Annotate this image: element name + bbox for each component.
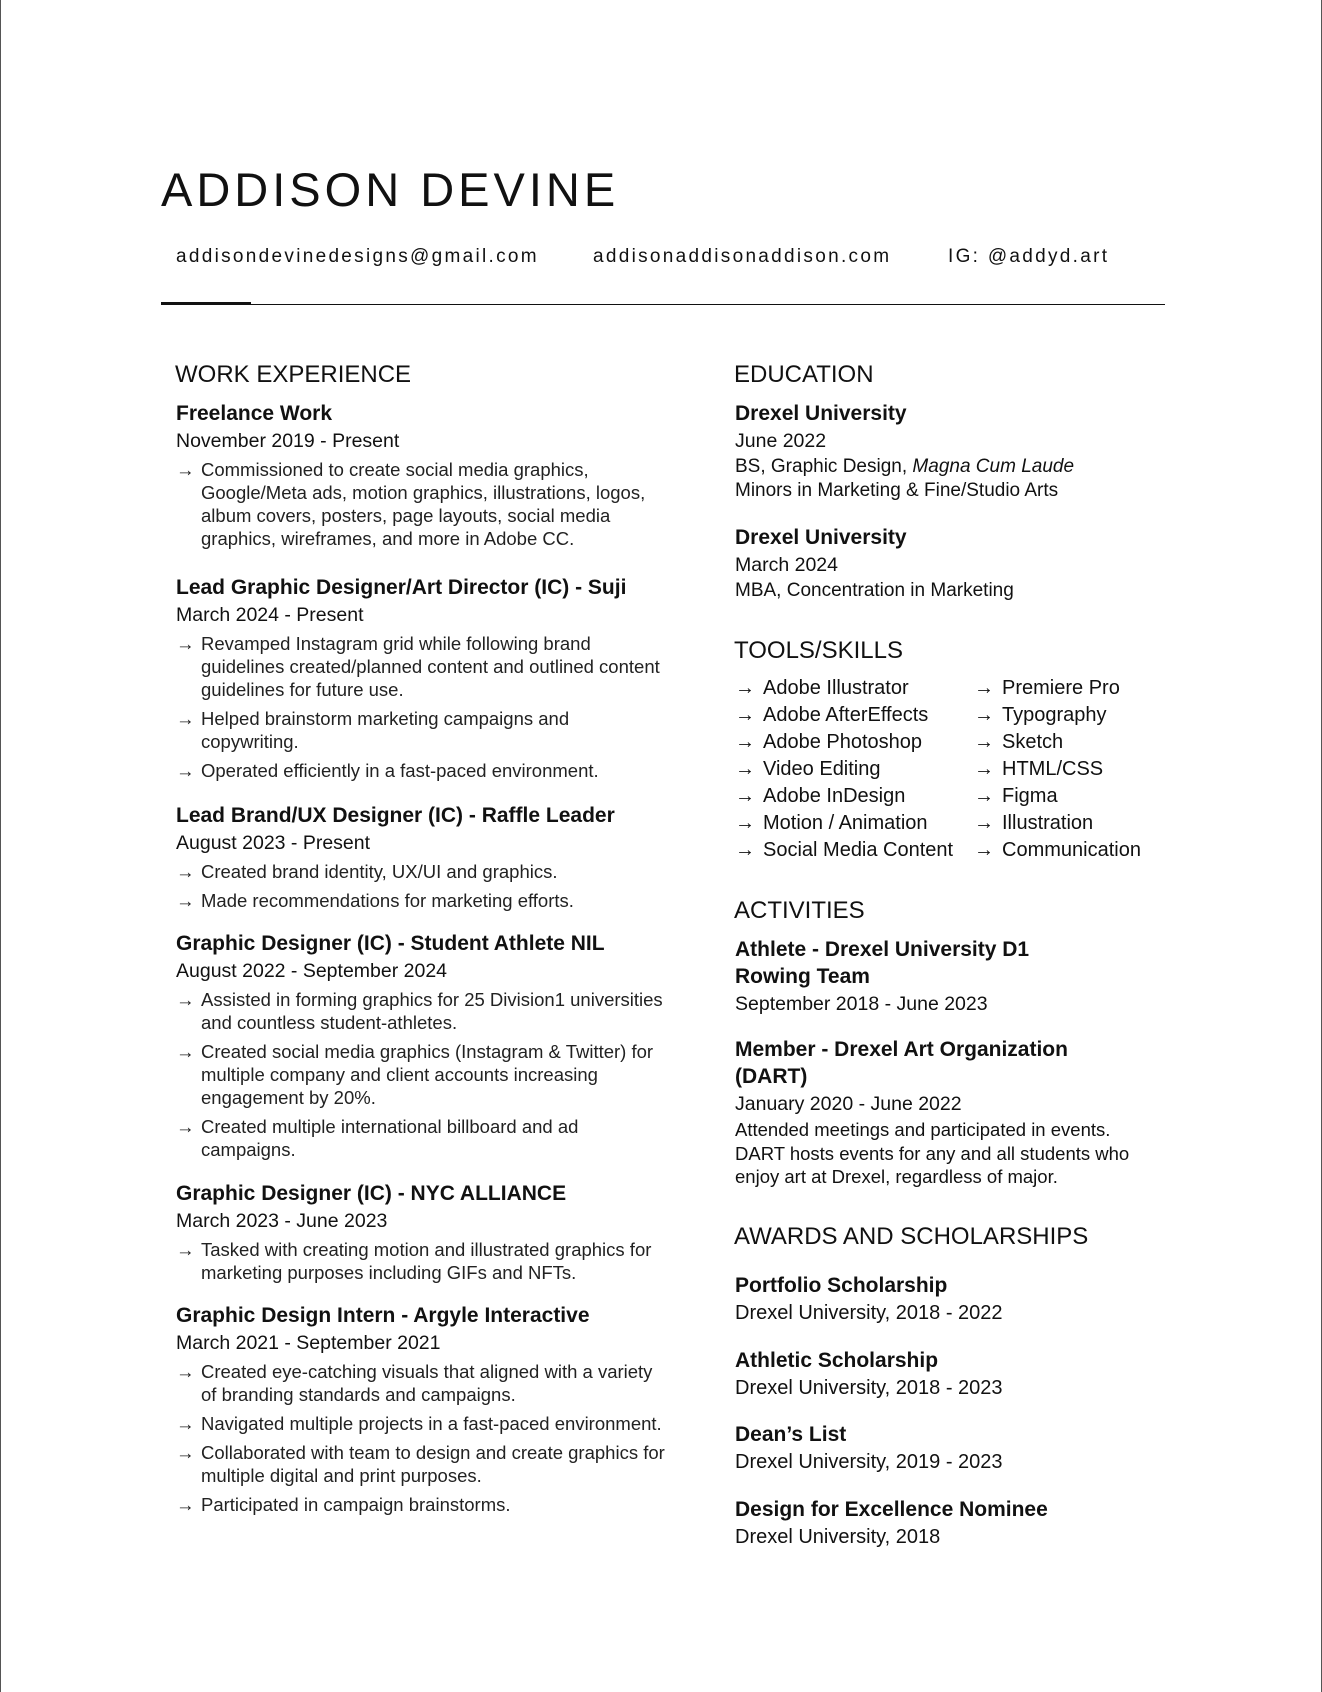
activity-title: Athlete - Drexel University D1 <box>735 938 1030 961</box>
arrow-icon: → <box>735 704 755 726</box>
bullet-item <box>176 458 696 550</box>
skill-item <box>974 675 1141 702</box>
bullet-item <box>176 1360 696 1406</box>
award-title: Portfolio Scholarship <box>735 1274 948 1297</box>
bullet-text: Created social media graphics (Instagram & Twitter) for multiple company and client accounts increasing engagement by 20%. <box>201 1041 654 1108</box>
honors: Magna Cum Laude <box>912 456 1075 477</box>
bullet-item <box>176 1040 696 1109</box>
bullet-text: Created multiple international billboard and ad campaigns. <box>201 1116 579 1160</box>
tools-column-1 <box>735 675 953 864</box>
award-entry <box>735 1347 1255 1402</box>
arrow-icon: → <box>735 677 755 699</box>
graduation-date: March 2024 <box>735 554 838 576</box>
arrow-icon: → <box>176 1239 195 1260</box>
job-entry <box>176 1302 696 1522</box>
award-details: Drexel University, 2018 - 2023 <box>735 1377 1003 1399</box>
activity-title: Rowing Team <box>735 965 870 988</box>
job-bullets <box>176 860 696 912</box>
job-entry <box>176 574 696 788</box>
skill-label: Typography <box>1002 704 1107 726</box>
arrow-icon: → <box>974 677 994 699</box>
skill-item <box>735 783 953 810</box>
job-bullets <box>176 458 696 550</box>
arrow-icon: → <box>176 760 195 781</box>
skill-item <box>735 837 953 864</box>
skill-label: Premiere Pro <box>1002 677 1120 699</box>
instagram-handle[interactable]: IG: @addyd.art <box>948 246 1110 267</box>
skill-label: Sketch <box>1002 731 1064 753</box>
arrow-icon: → <box>735 785 755 807</box>
bullet-item <box>176 632 696 701</box>
skill-label: Video Editing <box>763 758 881 780</box>
arrow-icon: → <box>974 731 994 753</box>
bullet-item <box>176 1412 696 1435</box>
degree: MBA, Concentration in Marketing <box>735 580 1014 601</box>
arrow-icon: → <box>974 785 994 807</box>
job-title: Lead Brand/UX Designer (IC) - Raffle Leader <box>176 804 615 827</box>
skill-item <box>974 837 1141 864</box>
arrow-icon: → <box>176 459 195 480</box>
education-entry <box>735 524 1255 603</box>
arrow-icon: → <box>176 633 195 654</box>
job-dates: August 2022 - September 2024 <box>176 960 448 982</box>
education-heading: EDUCATION <box>734 361 874 388</box>
skill-item <box>735 702 953 729</box>
activity-date: January 2020 - June 2022 <box>735 1093 962 1115</box>
arrow-icon: → <box>735 812 755 834</box>
award-title: Dean’s List <box>735 1423 847 1446</box>
job-title: Graphic Designer (IC) - Student Athlete NIL <box>176 932 605 955</box>
activity-date: September 2018 - June 2023 <box>735 993 988 1015</box>
activity-title: Member - Drexel Art Organization <box>735 1038 1068 1061</box>
skill-item <box>974 729 1141 756</box>
bullet-text: Collaborated with team to design and create graphics for multiple digital and print purposes. <box>201 1442 665 1486</box>
bullet-text: Operated efficiently in a fast-paced environment. <box>201 760 599 781</box>
arrow-icon: → <box>176 890 195 911</box>
divider-accent <box>161 302 251 305</box>
skill-item <box>974 756 1141 783</box>
tools-column-2 <box>974 675 1141 864</box>
arrow-icon: → <box>176 1041 195 1062</box>
bullet-text: Participated in campaign brainstorms. <box>201 1494 511 1515</box>
job-title: Graphic Designer (IC) - NYC ALLIANCE <box>176 1182 567 1205</box>
activity-description: enjoy art at Drexel, regardless of major. <box>735 1166 1058 1187</box>
arrow-icon: → <box>176 1116 195 1137</box>
activity-entry <box>735 1036 1255 1189</box>
job-entry <box>176 1180 696 1290</box>
bullet-item <box>176 1238 696 1284</box>
bullet-item <box>176 1441 696 1487</box>
bullet-item <box>176 889 696 912</box>
skill-item <box>735 675 953 702</box>
divider <box>161 304 1165 305</box>
bullet-text: Created eye-catching visuals that aligned with a variety of branding standards and campaigns. <box>201 1361 653 1405</box>
bullet-text: Navigated multiple projects in a fast-paced environment. <box>201 1413 662 1434</box>
skill-label: Adobe Photoshop <box>763 731 923 753</box>
bullet-item <box>176 988 696 1034</box>
school-name: Drexel University <box>735 526 907 549</box>
tools-skills-heading: TOOLS/SKILLS <box>734 637 903 664</box>
arrow-icon: → <box>176 708 195 729</box>
activity-description: DART hosts events for any and all students who <box>735 1142 1130 1164</box>
minors: Minors in Marketing & Fine/Studio Arts <box>735 479 1059 501</box>
graduation-date: June 2022 <box>735 430 827 452</box>
award-entry <box>735 1272 1255 1327</box>
job-dates: March 2021 - September 2021 <box>176 1332 441 1354</box>
bullet-text: Assisted in forming graphics for 25 Division1 universities and countless student-athletes. <box>201 989 663 1033</box>
bullet-item <box>176 1115 696 1161</box>
bullet-text: Created brand identity, UX/UI and graphics. <box>201 861 558 882</box>
skill-item <box>735 729 953 756</box>
job-bullets <box>176 1360 696 1516</box>
arrow-icon: → <box>974 758 994 780</box>
arrow-icon: → <box>176 1413 195 1434</box>
skill-item <box>974 810 1141 837</box>
job-dates: March 2024 - Present <box>176 604 364 626</box>
skill-label: Adobe Illustrator <box>763 677 909 699</box>
school-name: Drexel University <box>735 402 907 425</box>
skill-label: Social Media Content <box>763 839 954 861</box>
candidate-name: ADDISON DEVINE <box>161 163 620 216</box>
bullet-text: Revamped Instagram grid while following brand guidelines created/planned content and outlined content guidelines for future use. <box>201 633 660 700</box>
job-dates: August 2023 - Present <box>176 832 371 854</box>
award-details: Drexel University, 2019 - 2023 <box>735 1451 1003 1473</box>
arrow-icon: → <box>974 839 994 861</box>
activity-title: (DART) <box>735 1065 808 1088</box>
skill-label: Figma <box>1002 785 1058 807</box>
bullet-text: Helped brainstorm marketing campaigns and copywriting. <box>201 708 570 752</box>
job-bullets <box>176 1238 696 1284</box>
bullet-item <box>176 707 696 753</box>
arrow-icon: → <box>176 1442 195 1463</box>
work-experience-heading: WORK EXPERIENCE <box>175 361 412 388</box>
arrow-icon: → <box>176 861 195 882</box>
job-title: Graphic Design Intern - Argyle Interactive <box>176 1304 590 1327</box>
activity-entry <box>735 936 1255 1018</box>
award-details: Drexel University, 2018 - 2022 <box>735 1302 1003 1324</box>
job-bullets <box>176 988 696 1161</box>
skill-item <box>735 810 953 837</box>
bullet-text: Made recommendations for marketing efforts. <box>201 890 574 911</box>
bullet-text: Tasked with creating motion and illustrated graphics for marketing purposes including GIFs and NFTs. <box>201 1239 652 1283</box>
job-entry <box>176 802 696 918</box>
arrow-icon: → <box>735 758 755 780</box>
job-title: Lead Graphic Designer/Art Director (IC) - Suji <box>176 576 627 599</box>
skill-item <box>735 756 953 783</box>
arrow-icon: → <box>176 989 195 1010</box>
skill-label: Communication <box>1002 839 1141 861</box>
award-entry <box>735 1496 1255 1551</box>
award-details: Drexel University, 2018 <box>735 1526 941 1548</box>
skill-label: Illustration <box>1002 812 1094 834</box>
arrow-icon: → <box>176 1494 195 1515</box>
job-entry <box>176 400 696 556</box>
arrow-icon: → <box>974 812 994 834</box>
job-dates: November 2019 - Present <box>176 430 400 452</box>
bullet-text: Commissioned to create social media graphics, Google/Meta ads, motion graphics, illustrations, logos, album covers, posters, page layouts, social media graphics, wireframes, and more in Adobe CC. <box>201 459 646 549</box>
skill-label: Adobe AfterEffects <box>763 704 929 726</box>
arrow-icon: → <box>974 704 994 726</box>
award-title: Athletic Scholarship <box>735 1349 939 1372</box>
arrow-icon: → <box>176 1361 195 1382</box>
job-title: Freelance Work <box>176 402 333 425</box>
award-title: Design for Excellence Nominee <box>735 1498 1048 1521</box>
activity-description: Attended meetings and participated in events. <box>735 1119 1111 1140</box>
award-entry <box>735 1421 1255 1476</box>
skill-item <box>974 783 1141 810</box>
skill-label: HTML/CSS <box>1002 758 1104 780</box>
skill-label: Motion / Animation <box>763 812 928 834</box>
skill-label: Adobe InDesign <box>763 785 906 807</box>
bullet-item <box>176 759 696 782</box>
education-entry <box>735 400 1255 502</box>
skill-item <box>974 702 1141 729</box>
job-entry <box>176 930 696 1167</box>
degree: BS, Graphic Design, <box>735 456 913 477</box>
bullet-item <box>176 860 696 883</box>
website-link[interactable]: addisonaddisonaddison.com <box>593 246 892 267</box>
job-bullets <box>176 632 696 782</box>
activities-heading: ACTIVITIES <box>734 897 865 924</box>
arrow-icon: → <box>735 731 755 753</box>
bullet-item <box>176 1493 696 1516</box>
arrow-icon: → <box>735 839 755 861</box>
job-dates: March 2023 - June 2023 <box>176 1210 388 1232</box>
awards-heading: AWARDS AND SCHOLARSHIPS <box>734 1223 1089 1250</box>
email-link[interactable]: addisondevinedesigns@gmail.com <box>176 246 539 267</box>
